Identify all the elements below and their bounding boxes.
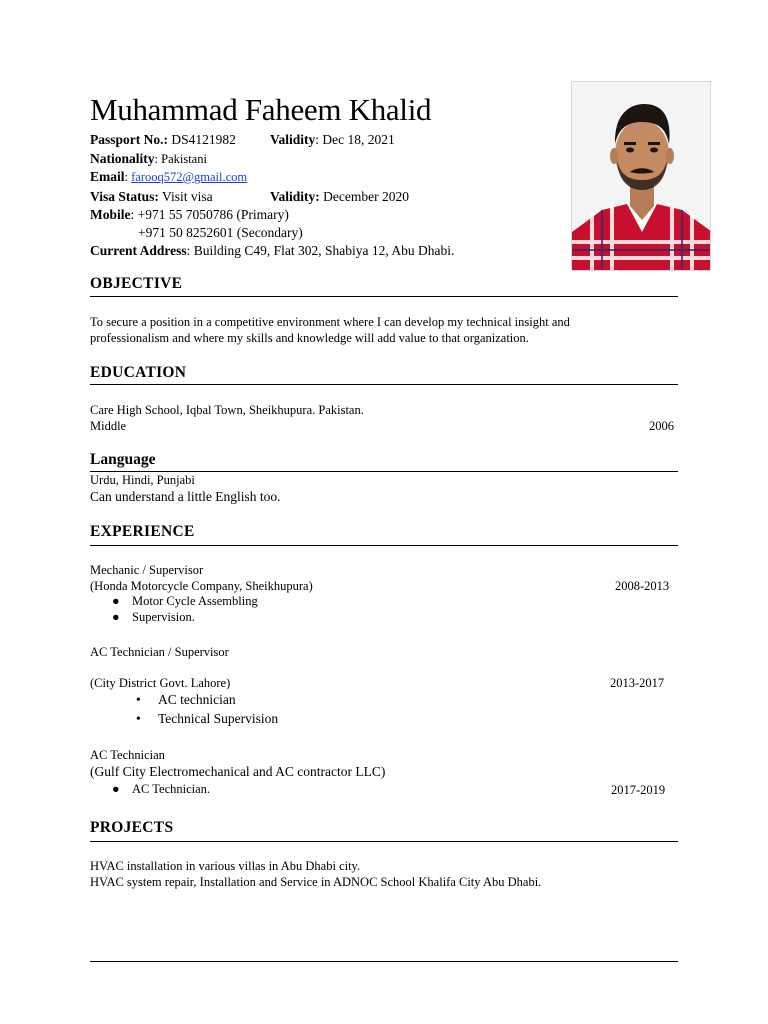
job-years: 2013-2017 [610, 676, 665, 690]
job-bullet [136, 692, 236, 708]
nationality-value: : Pakistani [154, 152, 207, 166]
passport-validity-label: Validity [270, 132, 316, 147]
job-years: 2017-2019 [611, 783, 666, 797]
job-company: (City District Govt. Lahore) [90, 676, 231, 690]
passport-line [90, 131, 236, 149]
job-bullet-text: AC Technician. [132, 782, 211, 796]
visa-status-line [90, 188, 213, 206]
job-role: Mechanic / Supervisor [90, 563, 204, 577]
address-value: : Building C49, Flat 302, Shabiya 12, Abu Dhabi. [186, 243, 455, 258]
job-bullet-text: AC technician [158, 692, 236, 707]
experience-divider [90, 545, 678, 546]
objective-heading: OBJECTIVE [90, 275, 183, 292]
visa-status-label: Visa Status: [90, 189, 159, 204]
footer-divider [90, 961, 678, 962]
email-line [90, 168, 247, 186]
job-bullet [112, 782, 210, 797]
passport-label: Passport No.: [90, 132, 168, 147]
job-role: AC Technician / Supervisor [90, 645, 229, 659]
bullet-icon: • [136, 692, 141, 707]
passport-validity-line [270, 131, 395, 149]
email-link[interactable]: farooq572@gmail.com [131, 170, 248, 184]
visa-validity-label: Validity: [270, 189, 320, 204]
job-company: (Honda Motorcycle Company, Sheikhupura) [90, 579, 313, 593]
objective-divider [90, 296, 678, 297]
visa-status-value: Visit visa [158, 189, 213, 204]
job-bullet [112, 594, 258, 609]
objective-line-1: To secure a position in a competitive environment where I can develop my technical insight and [90, 315, 570, 329]
passport-validity-value: : Dec 18, 2021 [315, 132, 395, 147]
education-level: Middle [90, 419, 127, 433]
education-heading: EDUCATION [90, 364, 187, 381]
job-company: (Gulf City Electromechanical and AC contractor LLC) [90, 764, 386, 779]
education-divider [90, 384, 678, 385]
education-year: 2006 [649, 419, 674, 433]
mobile-secondary: +971 50 8252601 (Secondary) [138, 225, 303, 240]
projects-divider [90, 841, 678, 842]
education-school: Care High School, Iqbal Town, Sheikhupura. Pakistan. [90, 403, 364, 417]
mobile-line [90, 206, 289, 224]
profile-photo-graphic [572, 82, 711, 271]
objective-text [90, 314, 570, 346]
job-bullet [136, 711, 278, 727]
language-list: Urdu, Hindi, Punjabi [90, 473, 195, 487]
projects-text [90, 858, 541, 890]
nationality-line [90, 150, 207, 168]
job-years: 2008-2013 [615, 579, 670, 593]
passport-value: DS4121982 [168, 132, 236, 147]
email-sep: : [124, 170, 132, 184]
job-bullet [112, 610, 195, 625]
nationality-label: Nationality [90, 151, 155, 166]
projects-heading: PROJECTS [90, 819, 174, 836]
bullet-icon: ● [112, 782, 120, 796]
bullet-icon: ● [112, 594, 120, 608]
project-line-2: HVAC system repair, Installation and Service in ADNOC School Khalifa City Abu Dhabi. [90, 875, 542, 889]
job-bullet-text: Supervision. [132, 610, 195, 624]
job-bullet-text: Technical Supervision [158, 711, 279, 726]
address-label: Current Address [90, 243, 187, 258]
experience-heading: EXPERIENCE [90, 523, 195, 540]
mobile-label: Mobile [90, 207, 131, 222]
candidate-name: Muhammad Faheem Khalid [90, 92, 432, 127]
language-heading: Language [90, 451, 156, 468]
job-bullet-text: Motor Cycle Assembling [132, 594, 258, 608]
profile-photo [571, 81, 711, 271]
job-role: AC Technician [90, 748, 165, 762]
project-line-1: HVAC installation in various villas in Abu Dhabi city. [90, 859, 361, 873]
bullet-icon: ● [112, 610, 120, 624]
email-label: Email [90, 169, 125, 184]
objective-line-2: professionalism and where my skills and knowledge will add value to that organization. [90, 331, 529, 345]
address-line [90, 242, 454, 260]
language-english-note: Can understand a little English too. [90, 489, 281, 504]
mobile-primary: : +971 55 7050786 (Primary) [130, 207, 289, 222]
bullet-icon: • [136, 711, 141, 726]
visa-validity-line [270, 188, 409, 206]
visa-validity-value: December 2020 [319, 189, 409, 204]
